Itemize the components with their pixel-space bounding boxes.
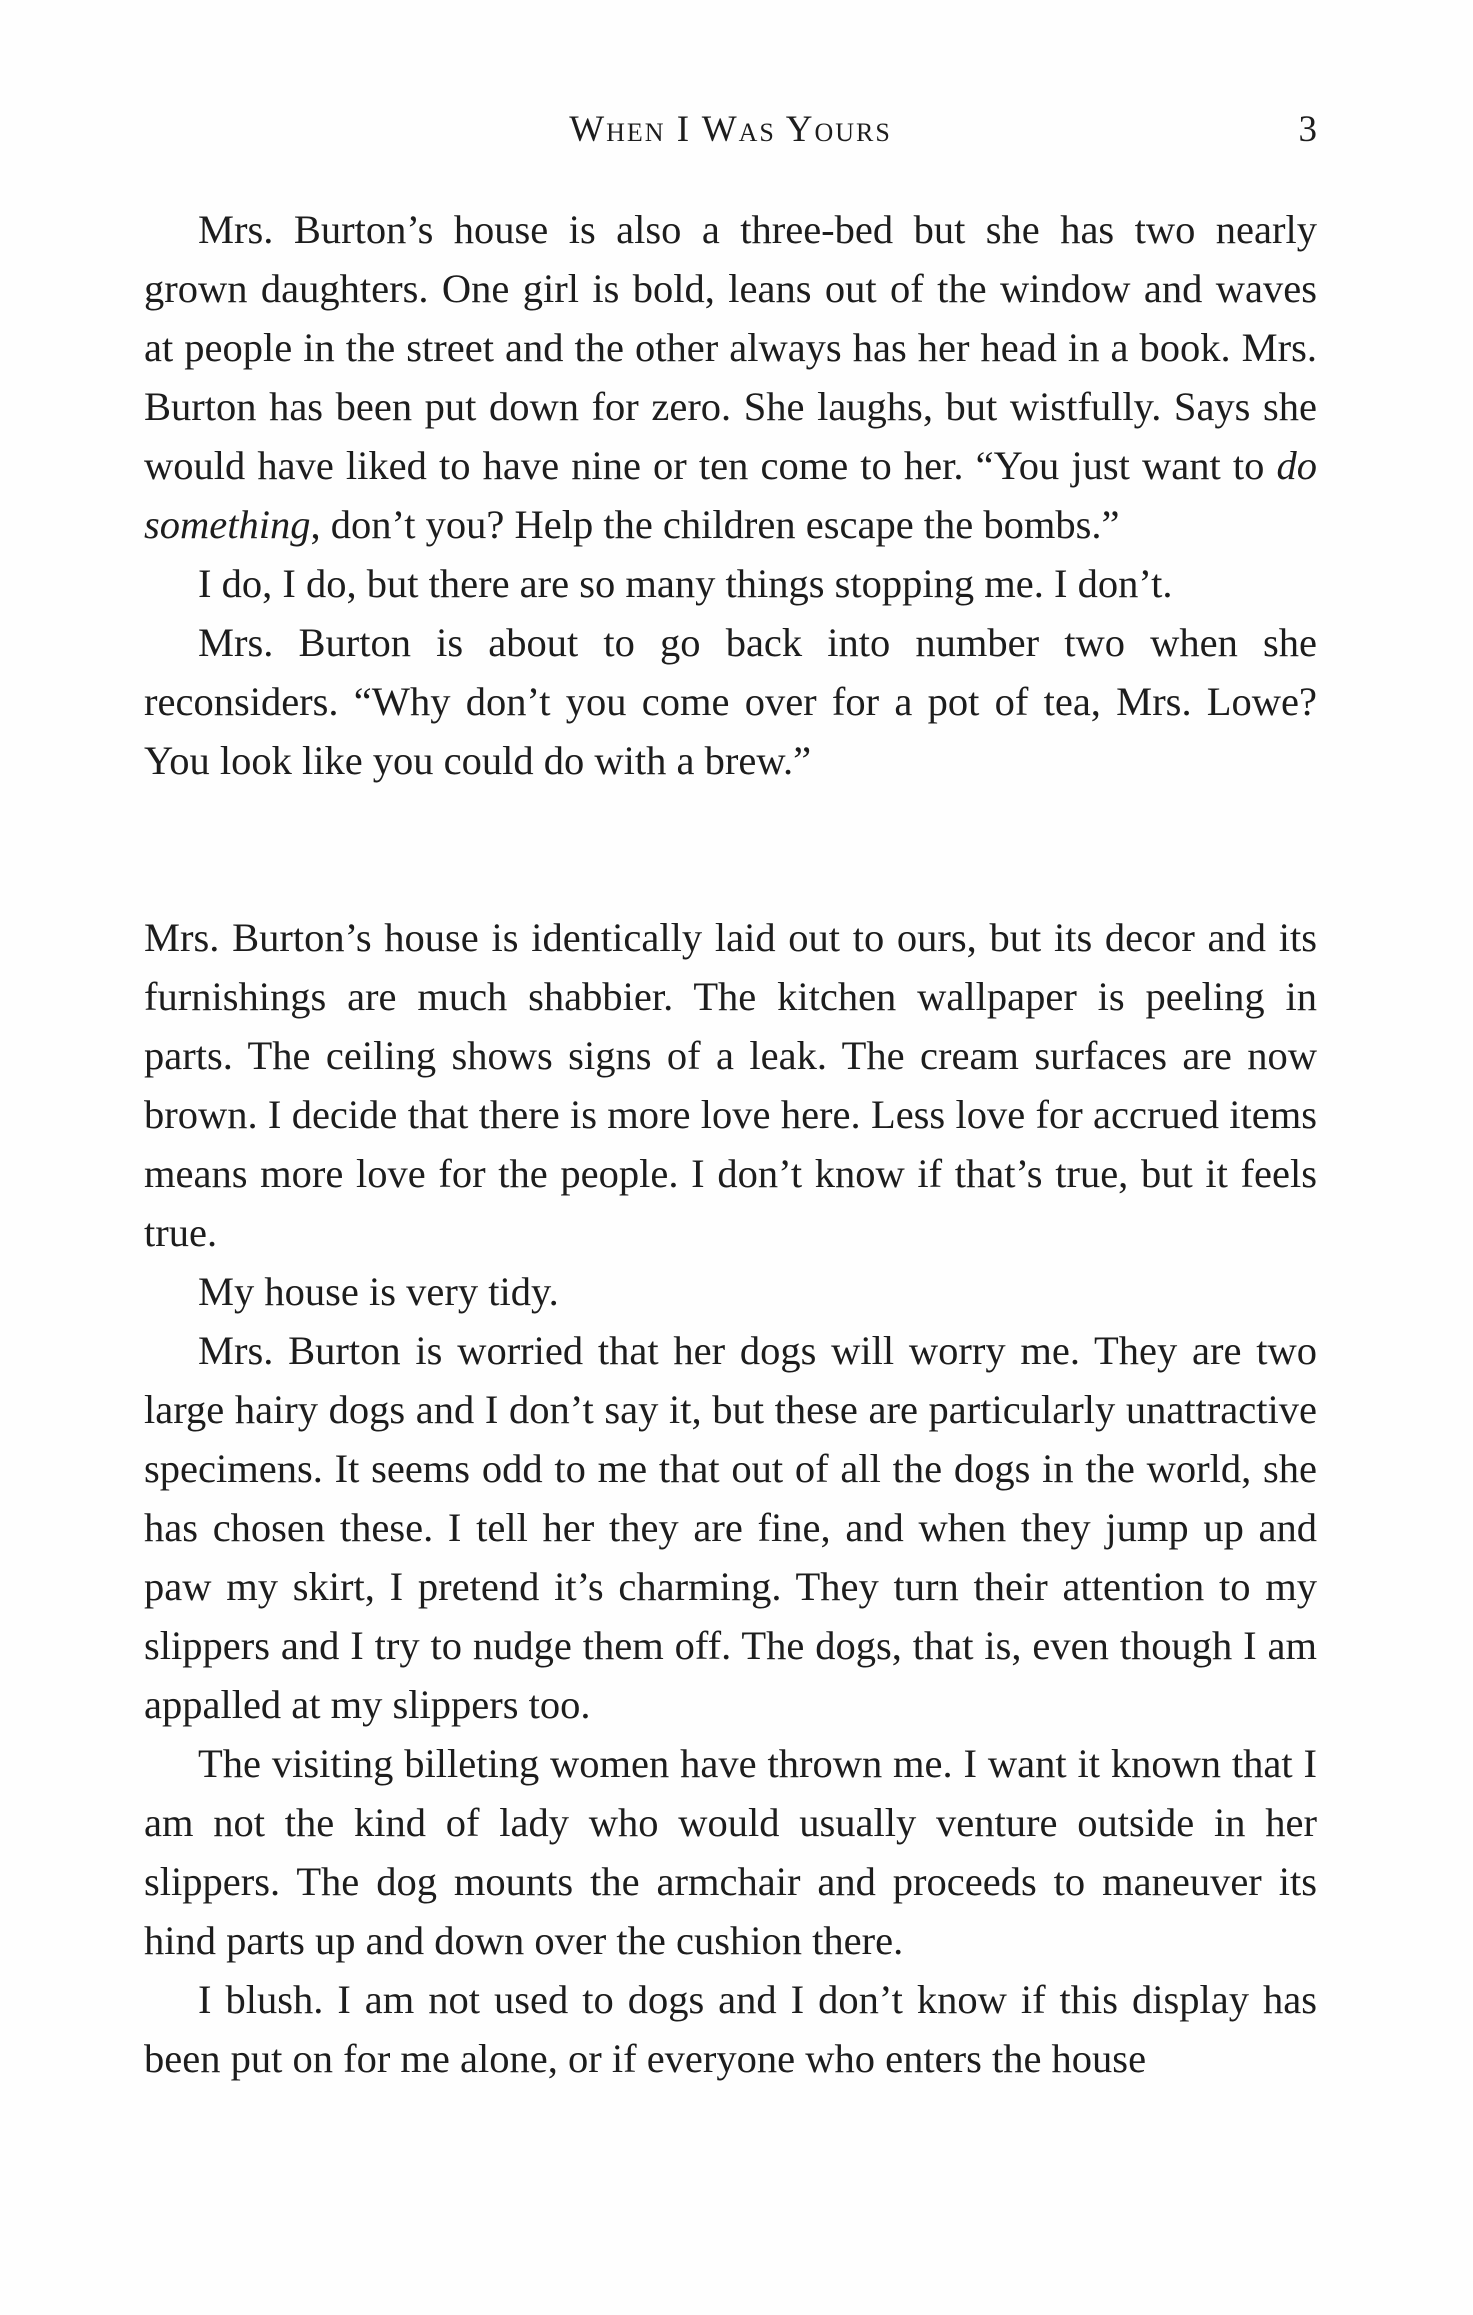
paragraph: Mrs. Burton’s house is identically laid out to ours, but its decor and its furnishings are much shabbier. The kitchen wallpaper is peeling in parts. The ceiling shows signs of a leak. The cream surfaces are now brown. I decide that there is more love here. Less love for accrued items means more love for the people. I don’t know if that’s true, but it feels true. bbox=[144, 915, 1317, 1255]
paragraph: Mrs. Burton is about to go back into number two when she reconsiders. “Why don’t you come over for a pot of tea, Mrs. Lowe? You look like you could do with a brew.” bbox=[144, 620, 1317, 783]
paragraph bbox=[144, 200, 1317, 554]
running-title: When I Was Yours bbox=[569, 109, 892, 150]
paragraph: My house is very tidy. bbox=[198, 1269, 559, 1314]
paragraph: Mrs. Burton is worried that her dogs will worry me. They are two large hairy dogs and I don’t say it, but these are particularly unattractive specimens. It seems odd to me that out of all the dogs in the world, she has chosen these. I tell her they are fine, and when they jump up and paw my skirt, I pretend it’s charming. They turn their attention to my slippers and I try to nudge them off. The dogs, that is, even though I am appalled at my slippers too. bbox=[144, 1328, 1317, 1727]
paragraph-text: Mrs. Burton’s house is also a three-bed but she has two nearly grown daughters. One girl is bold, leans out of the window and waves at people in the street and the other always has her head in a book. Mrs. Burton has been put down for zero. She laughs, but wistfully. Says she would have liked to have nine or ten come to her. “You just want to bbox=[144, 207, 1317, 488]
emphasis-text: do something bbox=[144, 443, 1317, 547]
body-text bbox=[144, 200, 1317, 2088]
page-header bbox=[144, 108, 1317, 158]
paragraph-text: , don’t you? Help the children escape the bombs.” bbox=[310, 502, 1120, 547]
paragraph: I do, I do, but there are so many things stopping me. I don’t. bbox=[198, 561, 1173, 606]
paragraph: I blush. I am not used to dogs and I don’t know if this display has been put on for me alone, or if everyone who enters the house bbox=[144, 1977, 1317, 2081]
section-break bbox=[144, 790, 1317, 908]
paragraph: The visiting billeting women have thrown me. I want it known that I am not the kind of lady who would usually venture outside in her slippers. The dog mounts the armchair and proceeds to maneuver its hind parts up and down over the cushion there. bbox=[144, 1741, 1317, 1963]
page-number: 3 bbox=[1298, 109, 1317, 150]
